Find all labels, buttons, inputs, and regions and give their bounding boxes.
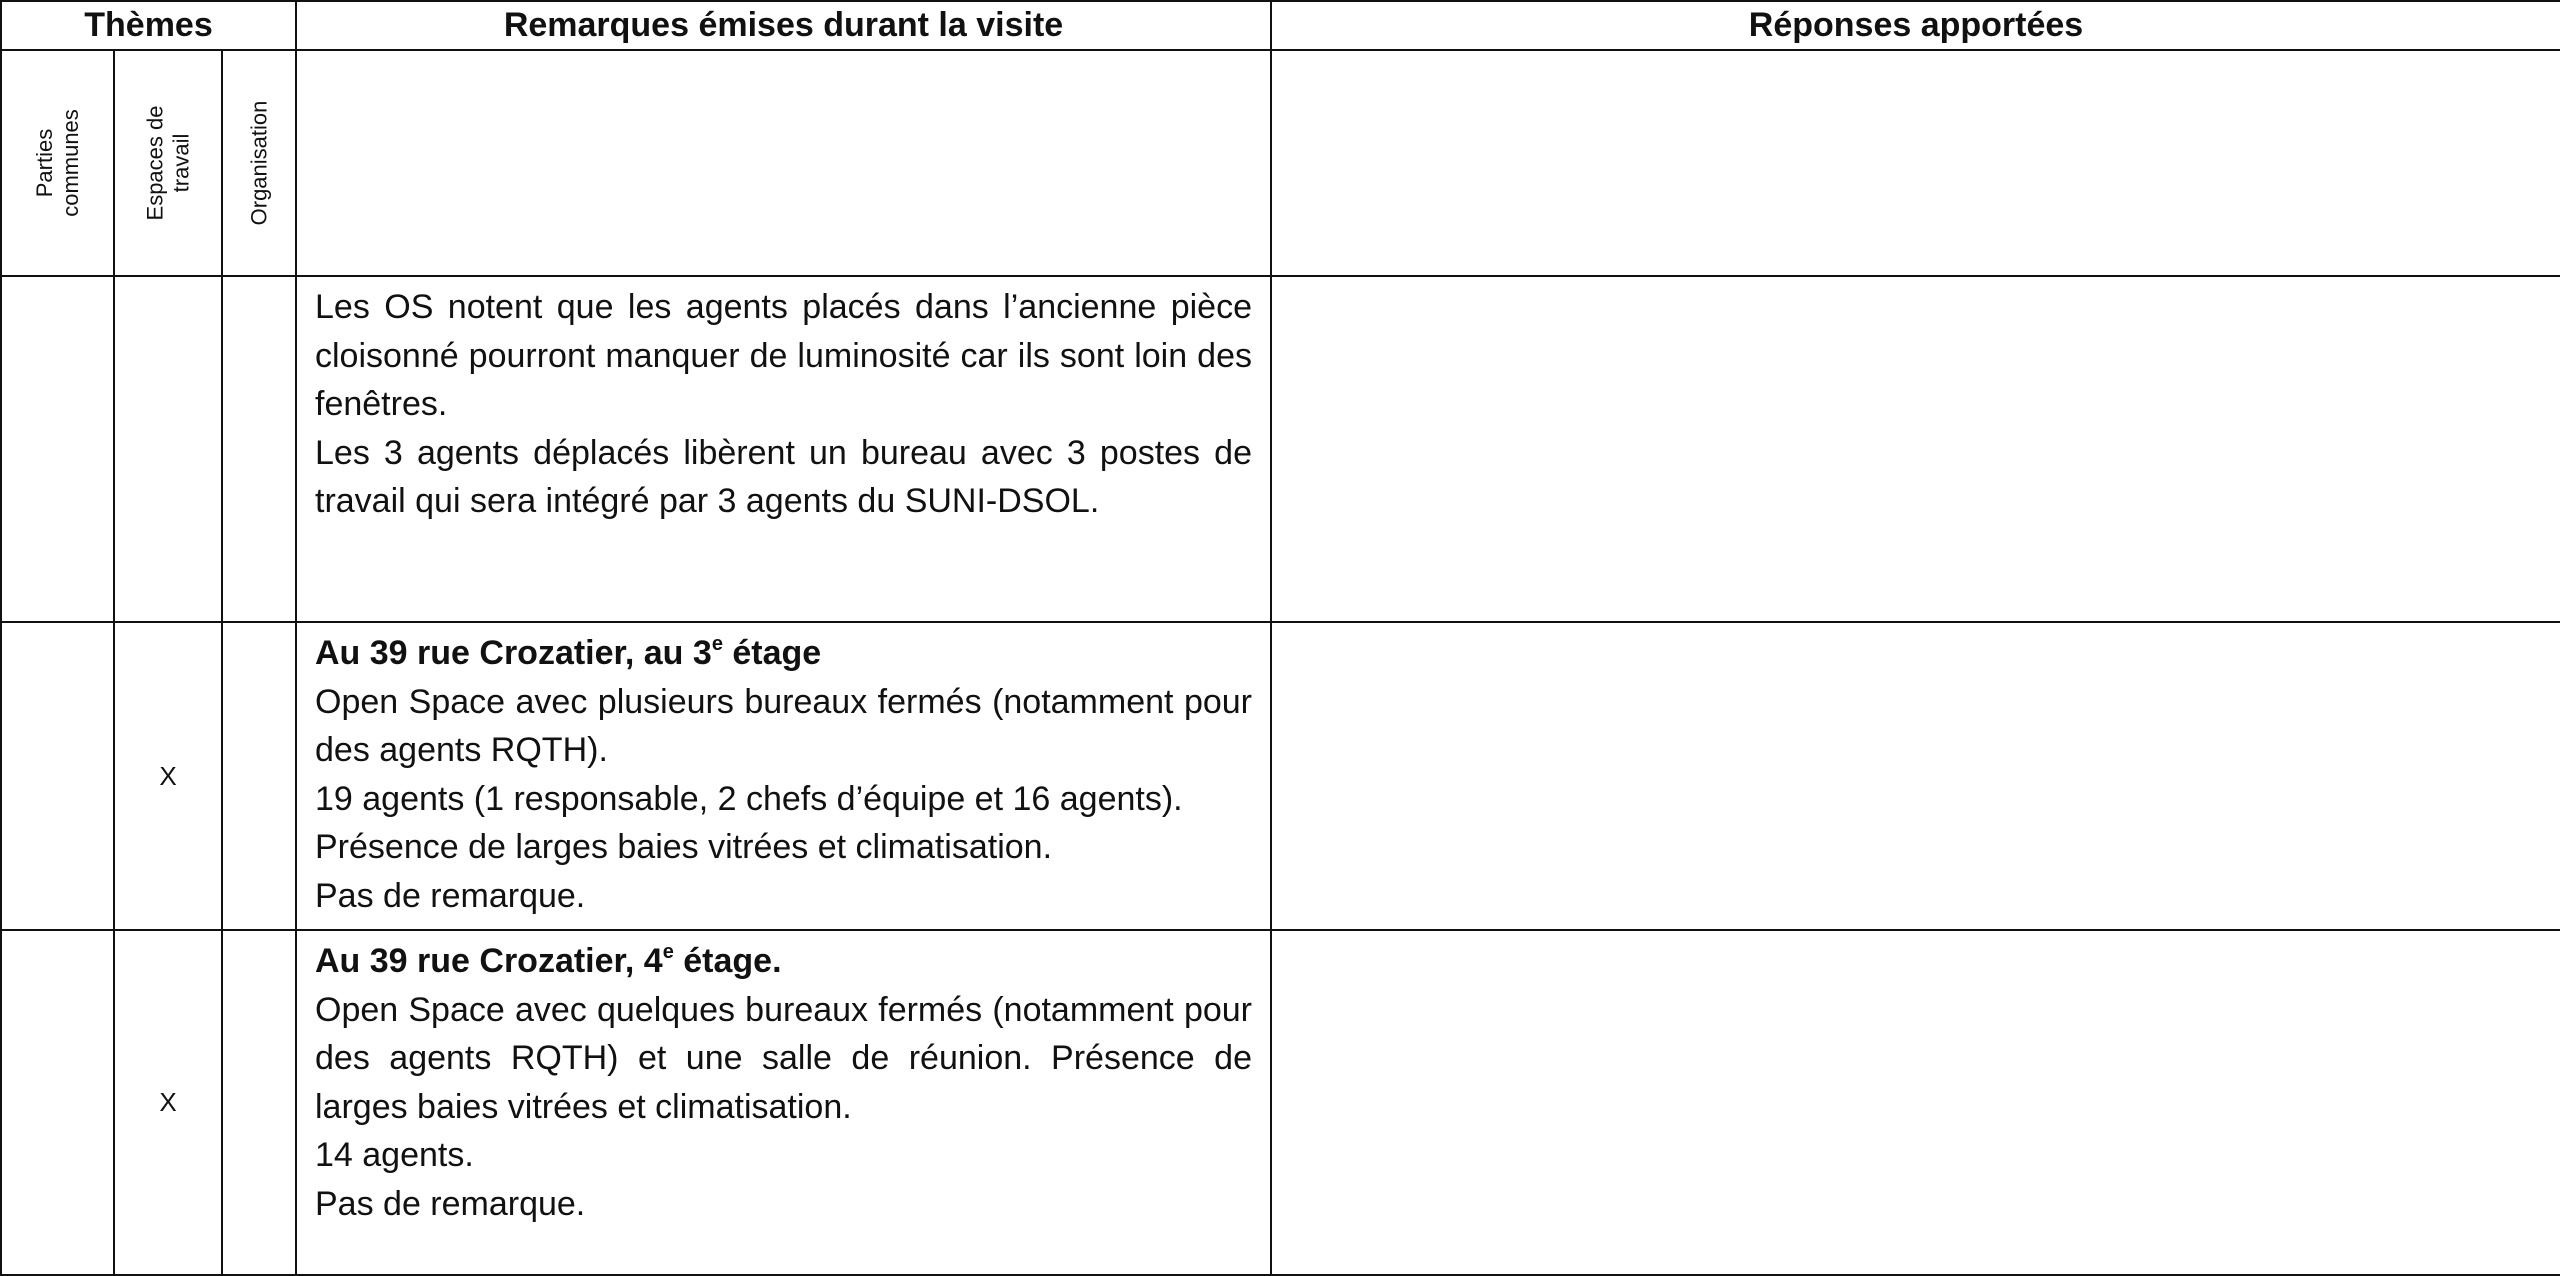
subheader-org-label: Organisation xyxy=(246,100,271,226)
remark-title xyxy=(315,937,1252,986)
remark-title-tail: étage. xyxy=(673,942,782,980)
header-answers: Réponses apportées xyxy=(1271,1,2560,50)
mark-work: X xyxy=(114,930,222,1275)
table-row xyxy=(1,622,2560,930)
table-row xyxy=(1,930,2560,1275)
remark-cell xyxy=(296,930,1271,1275)
subheader-remarks-blank xyxy=(296,50,1271,276)
subheader-common-l1: Parties xyxy=(31,128,57,198)
subheader-common xyxy=(1,50,114,276)
mark-org xyxy=(222,622,296,930)
remark-cell xyxy=(296,276,1271,622)
remark-title xyxy=(315,629,1252,678)
subheader-common-l2: communes xyxy=(57,109,83,217)
remark-title-sup: e xyxy=(711,633,723,655)
remark-line: Open Space avec quelques bureaux fermés (notamment pour des agents RQTH) et une salle de réunion. Présence de larges baies vitrées et climatisation. xyxy=(315,990,1252,1126)
answer-cell xyxy=(1271,622,2560,930)
header-remarks: Remarques émises durant la visite xyxy=(296,1,1271,50)
remark-title-text: Au 39 rue Crozatier, 4 xyxy=(315,942,663,980)
remark-paragraph: Les OS notent que les agents placés dans l’ancienne pièce cloisonné pourront manquer de luminosité car ils sont loin des fenêtres. xyxy=(315,288,1252,423)
remark-line: 14 agents. xyxy=(315,1136,474,1174)
mark-org xyxy=(222,930,296,1275)
mark-common xyxy=(1,930,114,1275)
remark-title-sup: e xyxy=(662,941,674,963)
table-row xyxy=(1,276,2560,622)
remark-cell xyxy=(296,622,1271,930)
remark-line: 19 agents (1 responsable, 2 chefs d’équipe et 16 agents). xyxy=(315,779,1183,818)
remark-line: Open Space avec plusieurs bureaux fermés (notamment pour des agents RQTH). xyxy=(315,682,1252,769)
header-row xyxy=(1,1,2560,50)
subheader-row xyxy=(1,50,2560,276)
remark-line: Pas de remarque. xyxy=(315,1184,586,1223)
mark-work xyxy=(114,276,222,622)
remark-line: Présence de larges baies vitrées et climatisation. xyxy=(315,828,1053,866)
remark-line: Pas de remarque. xyxy=(315,876,586,915)
answer-cell xyxy=(1271,930,2560,1275)
subheader-work-l2: travail xyxy=(168,133,193,193)
mark-common xyxy=(1,276,114,622)
subheader-answers-blank xyxy=(1271,50,2560,276)
mark-common xyxy=(1,622,114,930)
remark-title-tail: étage xyxy=(722,634,822,672)
remark-paragraph: Les 3 agents déplacés libèrent un bureau avec 3 postes de travail qui sera intégré par 3 agents du SUNI-DSOL. xyxy=(315,433,1252,520)
mark-work: X xyxy=(114,622,222,930)
header-themes: Thèmes xyxy=(1,1,296,50)
answer-cell xyxy=(1271,276,2560,622)
subheader-org xyxy=(222,50,296,276)
subheader-work-l1: Espaces de xyxy=(142,105,167,221)
subheader-work xyxy=(114,50,222,276)
mark-org xyxy=(222,276,296,622)
remark-title-text: Au 39 rue Crozatier, au 3 xyxy=(315,634,712,672)
